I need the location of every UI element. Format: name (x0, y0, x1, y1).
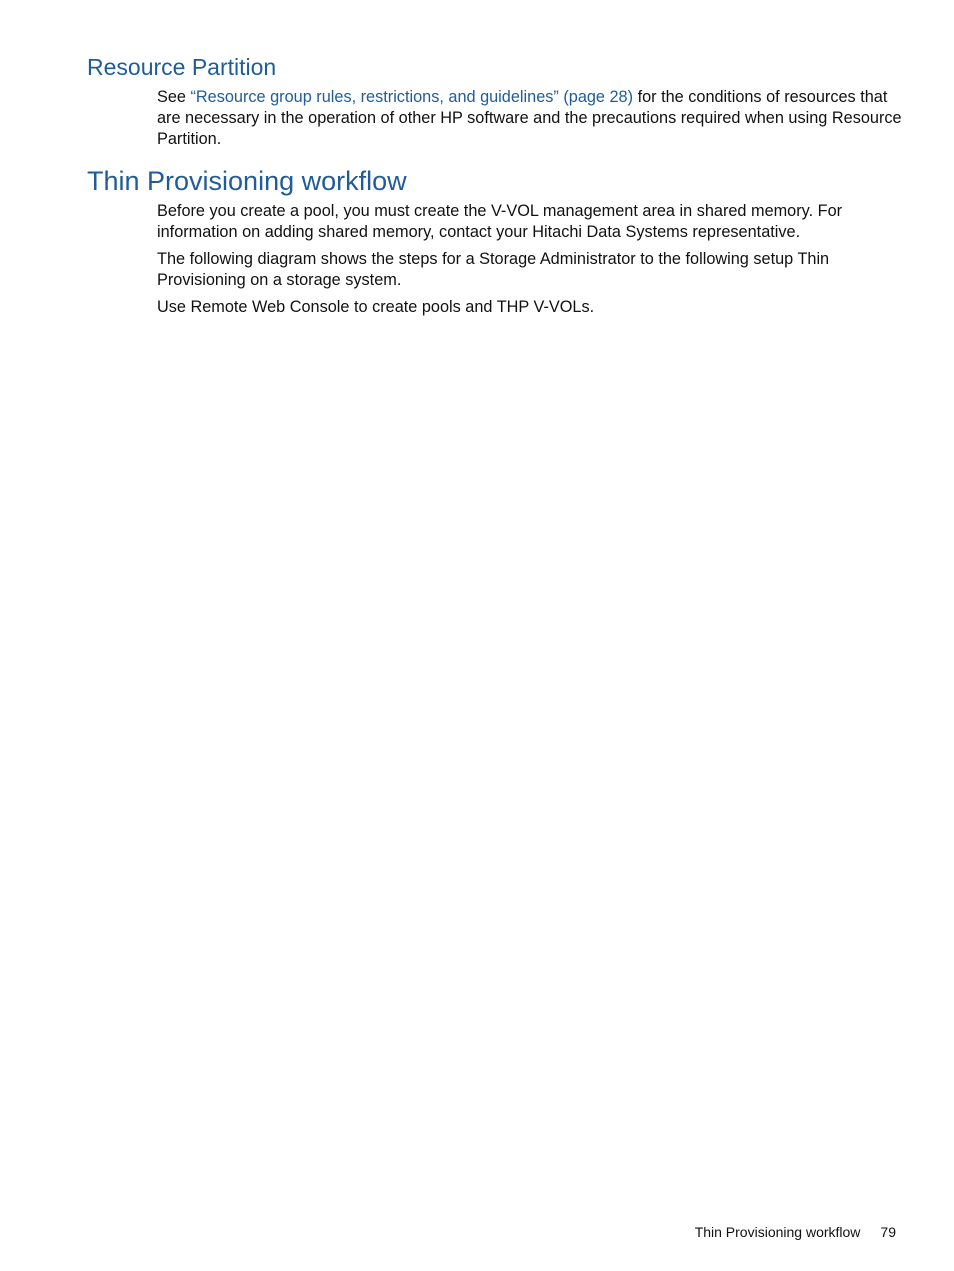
resource-group-rules-link[interactable]: “Resource group rules, restrictions, and guidelines” (page 28) (190, 88, 634, 106)
footer-section-title: Thin Provisioning workflow (694, 1224, 861, 1240)
para-prefix: See (157, 88, 191, 106)
section-heading-resource-partition: Resource Partition (87, 54, 277, 80)
resource-partition-paragraph (157, 87, 902, 150)
section-heading-thin-provisioning-workflow: Thin Provisioning workflow (87, 166, 407, 196)
para-suffix: for the conditions of resources that are necessary in the operation of other HP software and the precautions required when using Resource Partition. (157, 88, 902, 148)
page-footer (695, 1222, 896, 1242)
remote-web-console-paragraph: Use Remote Web Console to create pools and THP V-VOLs. (157, 298, 595, 316)
shared-memory-paragraph: Before you create a pool, you must create the V-VOL management area in shared memory. For information on adding shared memory, contact your Hitachi Data Systems representative. (157, 202, 843, 241)
page-number: 79 (880, 1224, 896, 1240)
diagram-intro-paragraph: The following diagram shows the steps for a Storage Administrator to the following setup Thin Provisioning on a storage system. (157, 250, 830, 289)
